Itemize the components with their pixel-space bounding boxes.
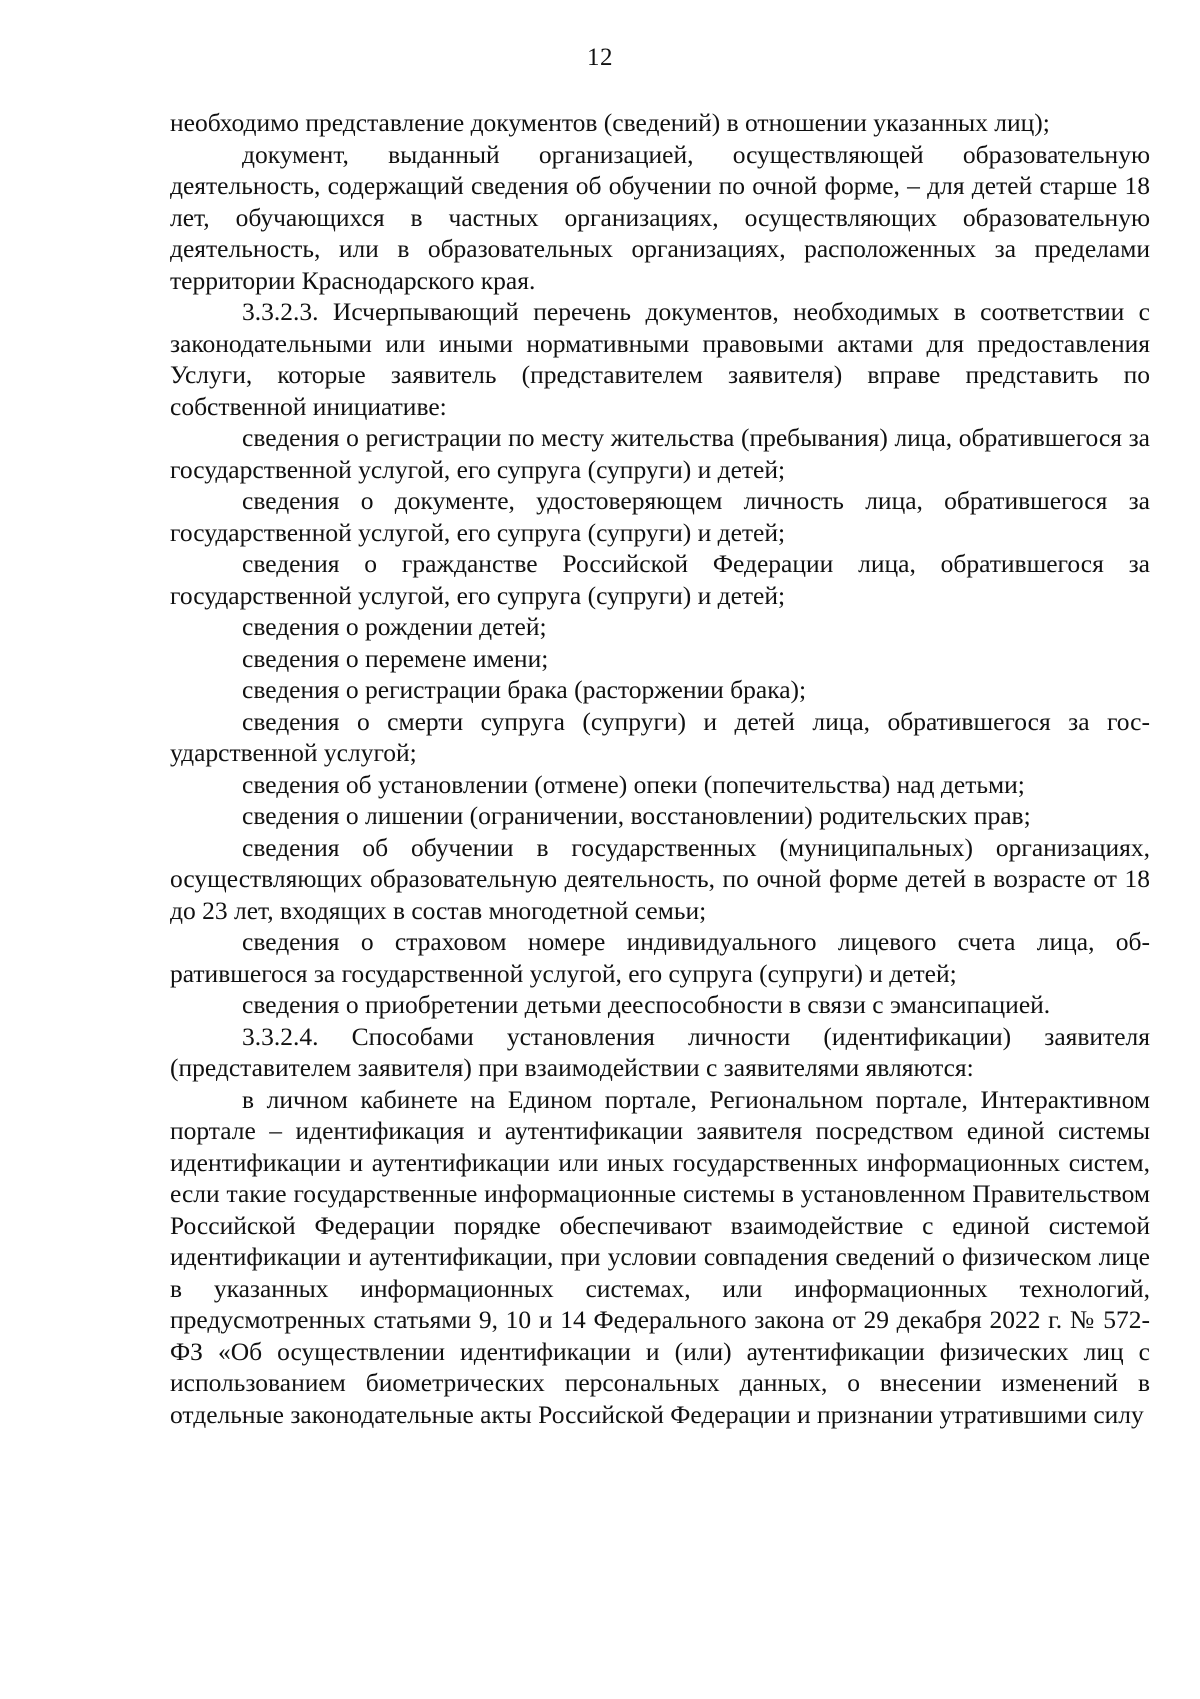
- list-item-emancipation: сведения о приобретении детьми дееспособности в связи с эмансипацией.: [242, 990, 1051, 1019]
- document-body: [170, 107, 1150, 1430]
- list-item-birth: сведения о рождении детей;: [242, 612, 547, 641]
- list-item-marriage: сведения о регистрации брака (расторжении брака);: [242, 675, 807, 704]
- list-item-guardianship: сведения об установлении (отмене) опеки (попечительства) над детьми;: [242, 769, 1025, 799]
- list-item-identity-document: сведения о документе, удостоверяющем личность лица, обратившегося за государственной услугой, его супруга (супруги) и детей;: [170, 486, 1150, 547]
- paragraph-section-3-3-2-4: 3.3.2.4. Способами установления личности (идентификации) заявителя (представителем заявителя) при взаимодействии с заявителями являются:: [170, 1021, 1150, 1082]
- list-item-citizenship: сведения о гражданстве Российской Федерации лица, обратившегося за государственной услугой, его супруга (супруги) и детей;: [170, 549, 1150, 610]
- list-item-snils: сведения о страховом номере индивидуального лицевого счета лица, обратившегося за государственной услугой, его супруга (супруги) и детей;: [170, 927, 1150, 988]
- paragraph-identification-methods: в личном кабинете на Едином портале, Региональном портале, Интерактивном портале – идентификация и аутентификации заявителя посредством единой системы идентификации и аутентификации или иных государственных информационных систем, если такие государственные информационные системы в установленном Правительством Российской Федерации порядке обеспечивают взаимодействие с единой системой идентификации и аутентификации, при условии совпадения сведений о физическом лице в указанных информационных системах, или информационных технологий, предусмотренных статьями 9, 10 и 14 Федерального закона от 29 декабря 2022 г. № 572-ФЗ «Об осуществлении идентификации и (или) аутентификации физических лиц с использованием биометрических персональных данных, о внесении изменений в отдельные законодательные акты Российской Федерации и признании утратившими силу: [170, 1084, 1150, 1429]
- list-item-education: сведения об обучении в государственных (муниципальных) организациях, осуществляющих образовательную деятельность, по очной форме детей в возрасте от 18 до 23 лет, входящих в состав многодетной семьи;: [170, 832, 1150, 925]
- paragraph-continuation: необходимо представление документов (сведений) в отношении указанных лиц);: [170, 108, 1050, 137]
- list-item-parental-rights: сведения о лишении (ограничении, восстановлении) родительских прав;: [242, 801, 1031, 830]
- list-item-death: сведения о смерти супруга (супруги) и детей лица, обратившегося за государственной услугой;: [170, 706, 1150, 767]
- paragraph-education-document: документ, выданный организацией, осуществляющей образовательную деятельность, содержащий сведения об обучении по очной форме, – для детей старше 18 лет, обучающихся в частных организациях, осуществляющих образовательную деятельность, или в образовательных организациях, расположенных за пределами территории Краснодарского края.: [170, 139, 1150, 295]
- list-item-name-change: сведения о перемене имени;: [242, 643, 549, 673]
- list-item-registration: сведения о регистрации по месту жительства (пребывания) лица, обратившегося за государственной услугой, его супруга (супруги) и детей;: [170, 423, 1150, 484]
- paragraph-section-3-3-2-3: 3.3.2.3. Исчерпывающий перечень документов, необходимых в соответствии с законодательными или иными нормативными правовыми актами для предоставления Услуги, которые заявитель (представителем заявителя) вправе представить по собственной инициативе:: [170, 297, 1150, 421]
- page-number: 12: [587, 44, 613, 71]
